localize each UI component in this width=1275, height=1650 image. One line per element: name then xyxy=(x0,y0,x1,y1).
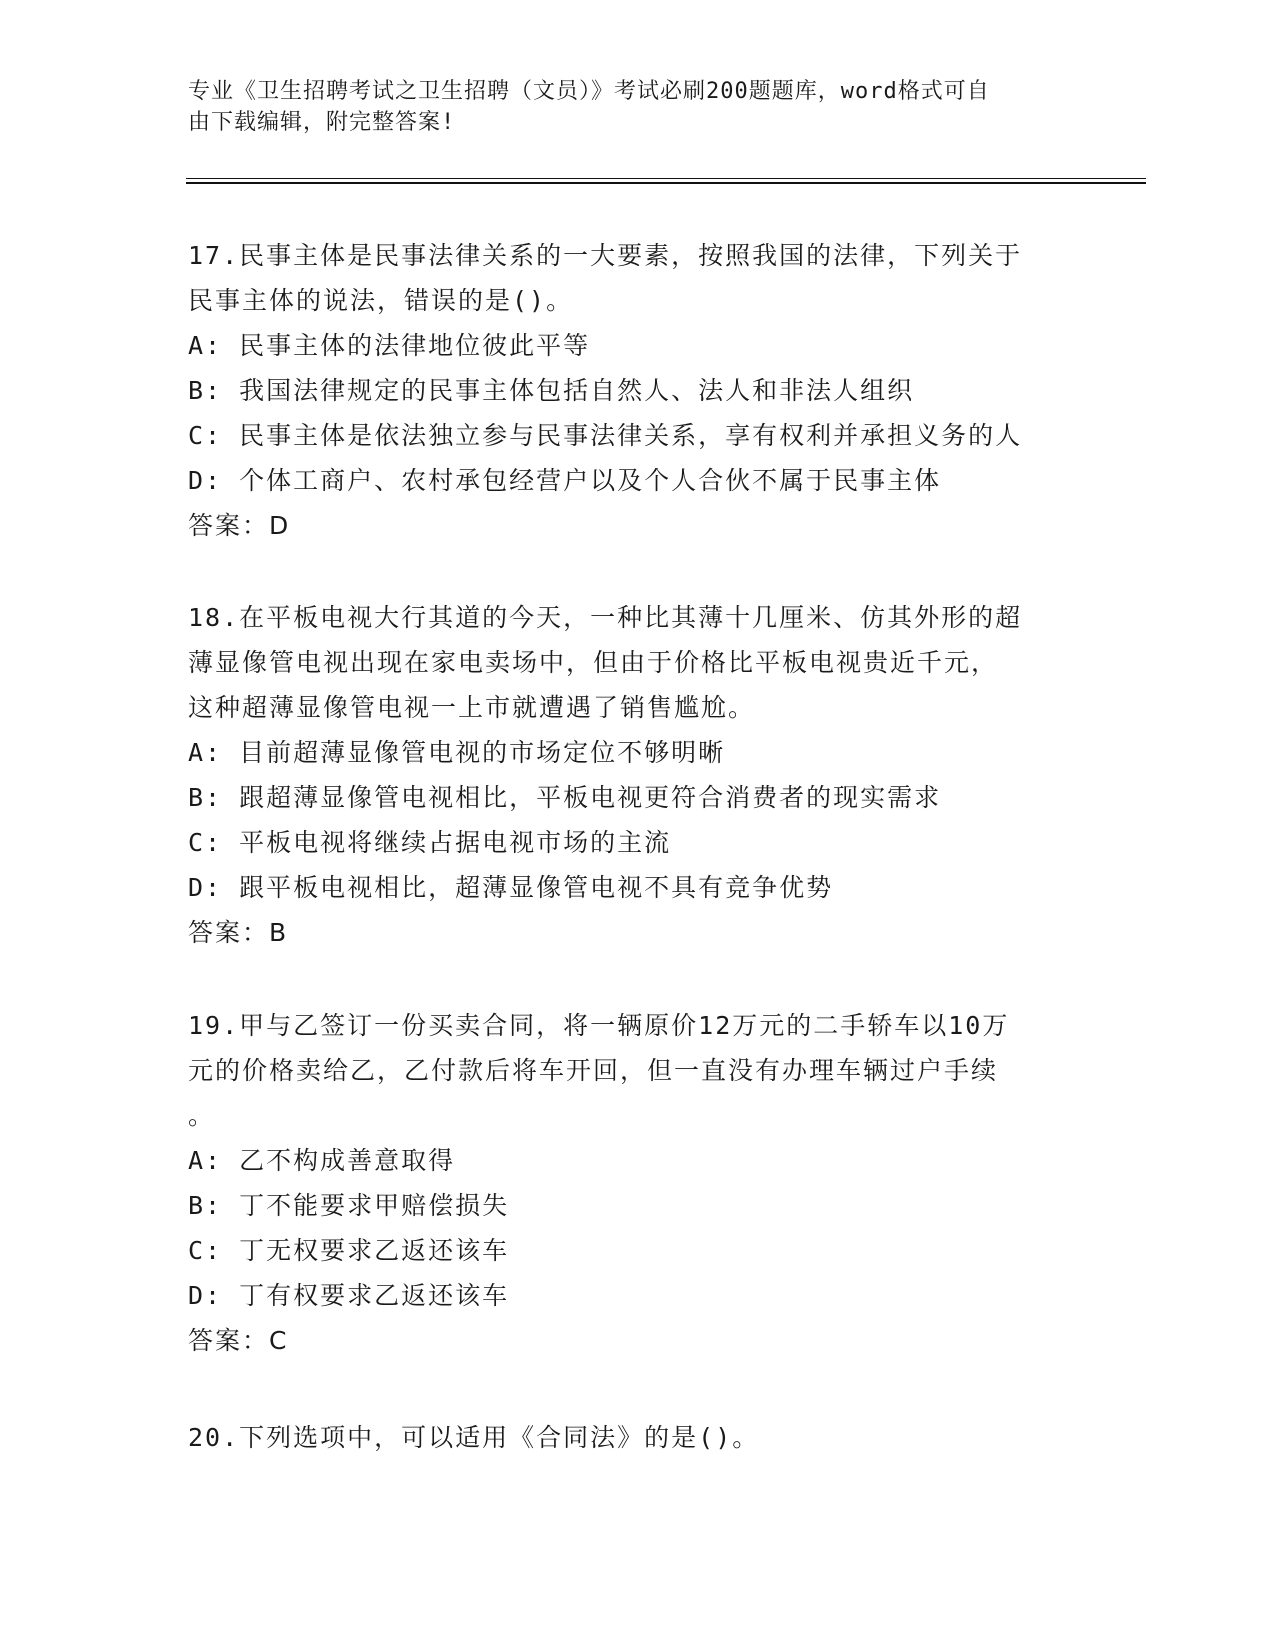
option-d: D: 丁有权要求乙返还该车 xyxy=(188,1281,510,1310)
question-stem-line: 20.下列选项中，可以适用《合同法》的是()。 xyxy=(188,1423,760,1452)
answer-line: 答案：D xyxy=(188,511,291,540)
question-stem-line: 19.甲与乙签订一份买卖合同，将一辆原价12万元的二手轿车以10万 xyxy=(188,1011,1010,1040)
option-b: B: 跟超薄显像管电视相比，平板电视更符合消费者的现实需求 xyxy=(188,783,942,812)
header-divider-thin xyxy=(186,178,1146,179)
option-b: B: 我国法律规定的民事主体包括自然人、法人和非法人组织 xyxy=(188,376,915,405)
option-c: C: 丁无权要求乙返还该车 xyxy=(188,1236,510,1265)
option-c: C: 民事主体是依法独立参与民事法律关系，享有权利并承担义务的人 xyxy=(188,421,1023,450)
question-18 xyxy=(188,595,1088,956)
question-19 xyxy=(188,1003,1088,1364)
question-stem-line: 。 xyxy=(188,1101,216,1130)
option-a: A: 民事主体的法律地位彼此平等 xyxy=(188,331,591,360)
document-header xyxy=(188,76,1068,138)
question-stem-line: 这种超薄显像管电视一上市就遭遇了销售尴尬。 xyxy=(188,693,756,722)
option-a: A: 目前超薄显像管电视的市场定位不够明晰 xyxy=(188,738,726,767)
question-stem-line: 18.在平板电视大行其道的今天，一种比其薄十几厘米、仿其外形的超 xyxy=(188,603,1023,632)
header-divider-thick xyxy=(186,182,1146,184)
answer-line: 答案：C xyxy=(188,1326,289,1355)
question-stem-line: 元的价格卖给乙，乙付款后将车开回，但一直没有办理车辆过户手续 xyxy=(188,1056,999,1085)
option-b: B: 丁不能要求甲赔偿损失 xyxy=(188,1191,510,1220)
option-c: C: 平板电视将继续占据电视市场的主流 xyxy=(188,828,672,857)
header-line-1: 专业《卫生招聘考试之卫生招聘（文员）》考试必刷200题题库，word格式可自 xyxy=(188,79,990,104)
question-stem-line: 17.民事主体是民事法律关系的一大要素，按照我国的法律，下列关于 xyxy=(188,241,1023,270)
option-a: A: 乙不构成善意取得 xyxy=(188,1146,456,1175)
option-d: D: 跟平板电视相比，超薄显像管电视不具有竞争优势 xyxy=(188,873,834,902)
question-stem-line: 民事主体的说法，错误的是()。 xyxy=(188,286,574,315)
header-line-2: 由下载编辑，附完整答案! xyxy=(188,110,456,135)
question-stem-line: 薄显像管电视出现在家电卖场中，但由于价格比平板电视贵近千元， xyxy=(188,648,999,677)
answer-line: 答案：B xyxy=(188,918,289,947)
question-20 xyxy=(188,1415,1088,1460)
option-d: D: 个体工商户、农村承包经营户以及个人合伙不属于民事主体 xyxy=(188,466,942,495)
question-17 xyxy=(188,233,1088,549)
